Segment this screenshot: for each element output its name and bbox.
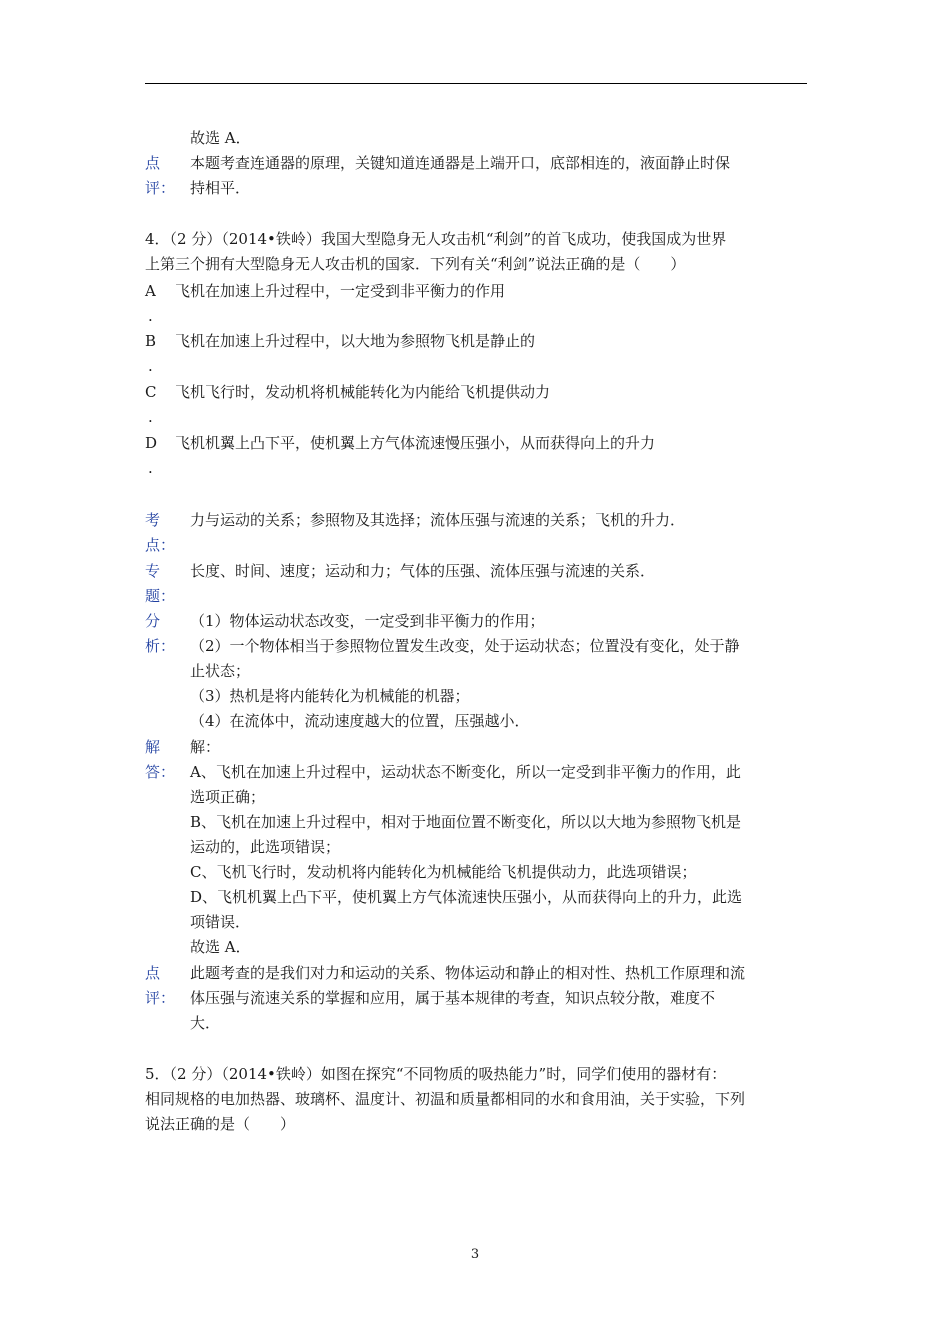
kaodian-text: 力与运动的关系；参照物及其选择；流体压强与流速的关系；飞机的升力． [190,511,686,529]
fenxi-line-4: （3）热机是将内能转化为机械能的机器； [190,687,470,705]
q4-option-d-dot: . [148,459,153,477]
q5-stem-line-2: 相同规格的电加热器、玻璃杯、温度计、初温和质量都相同的水和食用油，关于实验，下列 [145,1090,746,1108]
jieda-line-9: 故选 A． [190,938,251,956]
prev-comment-line-1: 本题考查连通器的原理，关键知道连通器是上端开口，底部相连的，液面静止时保 [190,154,731,172]
jieda-line-7: D、飞机机翼上凸下平，使机翼上方气体流速快压强小，从而获得向上的升力，此选 [190,888,743,906]
prev-conclusion: 故选 A． [190,129,251,147]
jieda-line-4: B、飞机在加速上升过程中，相对于地面位置不断变化，所以以大地为参照物飞机是 [190,813,742,831]
header-rule [145,83,807,84]
dianping-line-1: 此题考查的是我们对力和运动的关系、物体运动和静止的相对性、热机工作原理和流 [190,964,746,982]
jieda-label-2: 答： [145,763,176,781]
q4-option-a-letter: A [145,282,156,300]
q4-stem-line-1: 4．（2 分）（2014•铁岭）我国大型隐身无人攻击机“利剑”的首飞成功，使我国成为世界 [145,230,727,248]
q4-option-c-letter: C [145,383,157,401]
q5-stem-line-1: 5．（2 分）（2014•铁岭）如图在探究“不同物质的吸热能力”时，同学们使用的器材有： [145,1065,727,1083]
jieda-line-5: 运动的，此选项错误； [190,838,341,856]
fenxi-line-2: （2）一个物体相当于参照物位置发生改变，处于运动状态；位置没有变化，处于静 [190,637,740,655]
q4-option-a-text: 飞机在加速上升过程中，一定受到非平衡力的作用 [175,282,506,300]
dianping-label-2: 评： [145,989,176,1007]
q4-stem-line-2: 上第三个拥有大型隐身无人攻击机的国家．下列有关“利剑”说法正确的是（ ） [145,255,686,273]
zhuanti-text: 长度、时间、速度；运动和力；气体的压强、流体压强与流速的关系． [190,562,656,580]
page-number: 3 [470,1247,480,1262]
fenxi-line-1: （1）物体运动状态改变，一定受到非平衡力的作用； [190,612,545,630]
kaodian-label-2: 点： [145,536,176,554]
fenxi-label-1: 分 [145,612,161,630]
fenxi-line-3: 止状态； [190,662,251,680]
zhuanti-label-1: 专 [145,562,161,580]
q4-option-b-letter: B [145,332,157,350]
zhuanti-label-2: 题： [145,587,176,605]
q4-option-b-text: 飞机在加速上升过程中，以大地为参照物飞机是静止的 [175,332,536,350]
jieda-line-1: 解： [190,738,221,756]
dianping-label-1: 点 [145,964,161,982]
jieda-line-2: A、飞机在加速上升过程中，运动状态不断变化，所以一定受到非平衡力的作用，此 [190,763,741,781]
prev-comment-label-1: 点 [145,154,161,172]
jieda-line-6: C、飞机飞行时，发动机将内能转化为机械能给飞机提供动力，此选项错误； [190,863,697,881]
fenxi-line-5: （4）在流体中，流动速度越大的位置，压强越小． [190,712,530,730]
dianping-line-2: 体压强与流速关系的掌握和应用，属于基本规律的考查，知识点较分散，难度不 [190,989,716,1007]
dianping-line-3: 大． [190,1014,221,1032]
jieda-label-1: 解 [145,738,161,756]
q4-option-a-dot: . [148,307,153,325]
jieda-line-3: 选项正确； [190,788,266,806]
q4-option-d-text: 飞机机翼上凸下平，使机翼上方气体流速慢压强小，从而获得向上的升力 [175,434,656,452]
jieda-line-8: 项错误． [190,913,251,931]
q4-option-d-letter: D [145,434,158,452]
q4-option-c-dot: . [148,408,153,426]
q4-option-b-dot: . [148,357,153,375]
fenxi-label-2: 析： [145,637,176,655]
kaodian-label-1: 考 [145,511,161,529]
q4-option-c-text: 飞机飞行时，发动机将机械能转化为内能给飞机提供动力 [175,383,551,401]
prev-comment-line-2: 持相平． [190,179,251,197]
q5-stem-line-3: 说法正确的是（ ） [145,1115,296,1133]
prev-comment-label-2: 评： [145,179,176,197]
